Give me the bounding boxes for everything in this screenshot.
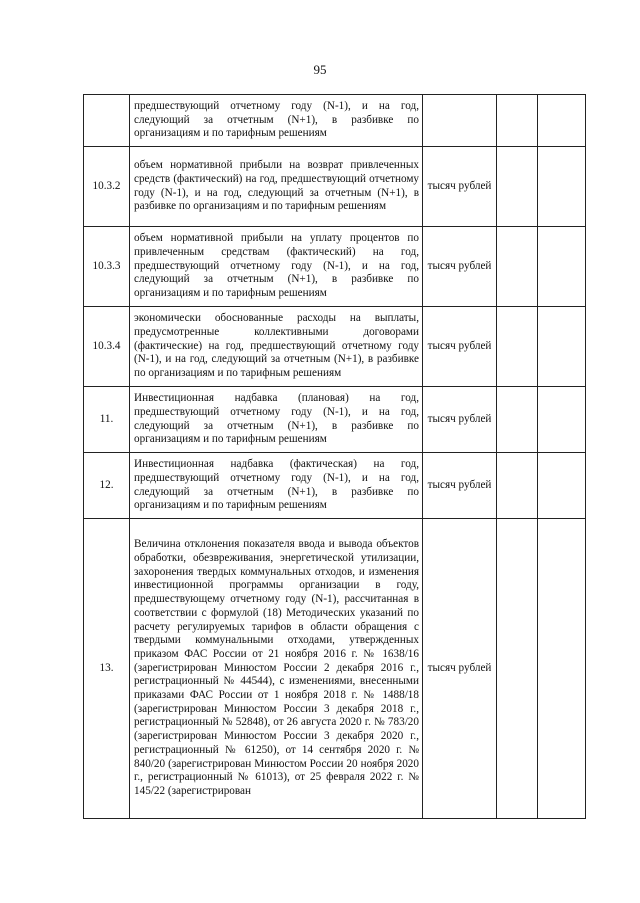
value-cell	[497, 387, 538, 453]
row-number: 10.3.4	[84, 307, 130, 387]
value-cell	[538, 147, 586, 227]
value-cell	[538, 519, 586, 819]
row-unit: тысяч рублей	[423, 147, 497, 227]
table-row	[84, 227, 586, 307]
value-cell	[497, 227, 538, 307]
table-row	[84, 387, 586, 453]
value-cell	[538, 453, 586, 519]
table-row	[84, 519, 586, 819]
page-number: 95	[313, 62, 327, 77]
value-cell	[497, 307, 538, 387]
row-unit	[423, 95, 497, 147]
row-description: экономически обоснованные расходы на выплаты, предусмотренные коллективными договорами (фактические) на год, предшествующий отчетному году (N-1), и на год, следующий за отчетным (N+1), в разбивке по организациям и по тарифным решениям	[130, 307, 423, 387]
row-description: Величина отклонения показателя ввода и вывода объектов обработки, обезвреживания, энергетической утилизации, захоронения твердых коммунальных отходов, и изменения инвестиционной программы организации в году, предшествующему отчетному году (N-1), рассчитанная в соответствии с формулой (18) Методических указаний по расчету регулируемых тарифов в области обращения с твердыми коммунальными отходами, утвержденных приказом ФАС России от 21 ноября 2016 г. № 1638/16 (зарегистрирован Минюстом России 2 декабря 2016 г., регистрационный № 44544), с изменениями, внесенными приказами ФАС России от 1 ноября 2018 г. № 1488/18 (зарегистрирован Минюстом России 3 декабря 2018 г., регистрационный № 52848), от 26 августа 2020 г. № 783/20 (зарегистрирован Минюстом России 3 декабря 2020 г., регистрационный № 61250), от 14 сентября 2020 г. № 840/20 (зарегистрирован Минюстом России 20 ноября 2020 г., регистрационный № 61013), от 25 февраля 2022 г. № 145/22 (зарегистрирован	[130, 519, 423, 819]
row-number: 12.	[84, 453, 130, 519]
table-row	[84, 147, 586, 227]
row-unit: тысяч рублей	[423, 227, 497, 307]
row-number: 10.3.2	[84, 147, 130, 227]
value-cell	[497, 147, 538, 227]
row-number: 10.3.3	[84, 227, 130, 307]
row-unit: тысяч рублей	[423, 387, 497, 453]
row-number: 11.	[84, 387, 130, 453]
row-unit: тысяч рублей	[423, 307, 497, 387]
row-number: 13.	[84, 519, 130, 819]
value-cell	[538, 307, 586, 387]
value-cell	[497, 95, 538, 147]
row-description: Инвестиционная надбавка (фактическая) на год, предшествующий отчетному году (N-1), и на год, следующий за отчетным (N+1), в разбивке по организациям и по тарифным решениям	[130, 453, 423, 519]
table-row	[84, 453, 586, 519]
row-number	[84, 95, 130, 147]
value-cell	[538, 227, 586, 307]
table-row	[84, 95, 586, 147]
indicators-table	[83, 94, 586, 819]
table-row	[84, 307, 586, 387]
row-description: объем нормативной прибыли на уплату процентов по привлеченным средствам (фактический) на год, предшествующий отчетному году (N-1), и на год, следующий за отчетным (N+1), в разбивке по организациям и по тарифным решениям	[130, 227, 423, 307]
value-cell	[497, 453, 538, 519]
row-description: Инвестиционная надбавка (плановая) на год, предшествующий отчетному году (N-1), и на год, следующий за отчетным (N+1), в разбивке по организациям и по тарифным решениям	[130, 387, 423, 453]
row-description: объем нормативной прибыли на возврат привлеченных средств (фактический) на год, предшествующий отчетному году (N-1), и на год, следующий за отчетным (N+1), в разбивке по организациям и по тарифным решениям	[130, 147, 423, 227]
row-description: предшествующий отчетному году (N-1), и на год, следующий за отчетным (N+1), в разбивке по организациям и по тарифным решениям	[130, 95, 423, 147]
value-cell	[538, 387, 586, 453]
row-unit: тысяч рублей	[423, 453, 497, 519]
value-cell	[497, 519, 538, 819]
value-cell	[538, 95, 586, 147]
row-unit: тысяч рублей	[423, 519, 497, 819]
